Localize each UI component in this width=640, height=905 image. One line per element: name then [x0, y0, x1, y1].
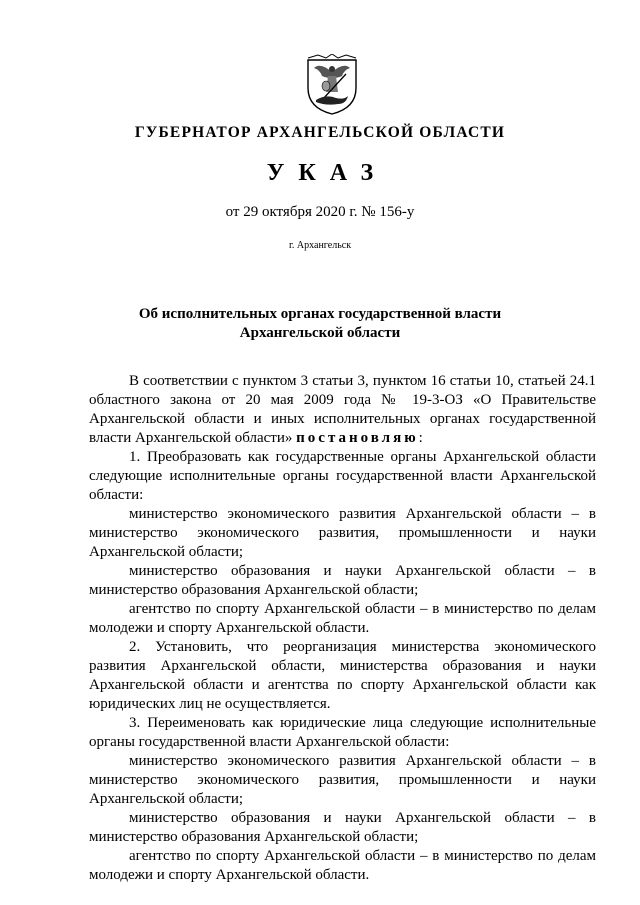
- city: г. Архангельск: [288, 240, 352, 251]
- decree-colon: :: [418, 430, 423, 446]
- paragraph-3-item-b: министерство образования и науки Архангельской области – в министерство образования Архангельской области;: [89, 810, 596, 845]
- coat-of-arms-icon: [302, 54, 362, 116]
- preamble-text: В соответствии с пунктом 3 статьи 3, пунктом 16 статьи 10, статьей 24.1 областного закона от 20 мая 2009 года № 19-3-ОЗ «О Правительстве Архангельской области и иных исполнительных органах государственной власти Архангельской области»: [89, 373, 596, 446]
- paragraph-3: 3. Переименовать как юридические лица следующие исполнительные органы государственной власти Архангельской области:: [89, 715, 596, 750]
- paragraph-3-item-c: агентство по спорту Архангельской области – в министерство по делам молодежи и спорту Архангельской области.: [89, 848, 596, 883]
- title-line-1: Об исполнительных органах государственной власти: [138, 306, 502, 322]
- document-body: [89, 372, 596, 885]
- date-and-number: от 29 октября 2020 г. № 156-у: [225, 204, 415, 220]
- paragraph-1: 1. Преобразовать как государственные органы Архангельской области следующие исполнительные органы государственной власти Архангельской области:: [89, 449, 596, 503]
- issuing-authority: ГУБЕРНАТОР АРХАНГЕЛЬСКОЙ ОБЛАСТИ: [134, 124, 506, 141]
- title-line-2: Архангельской области: [239, 325, 401, 341]
- preamble-paragraph: [89, 372, 596, 448]
- paragraph-1-item-b: министерство образования и науки Архангельской области – в министерство образования Архангельской области;: [89, 563, 596, 598]
- paragraph-1-item-c: агентство по спорту Архангельской области – в министерство по делам молодежи и спорту Архангельской области.: [89, 601, 596, 636]
- paragraph-3-item-a: министерство экономического развития Архангельской области – в министерство экономического развития, промышленности и науки Архангельской области;: [89, 753, 596, 807]
- document-type: УКАЗ: [266, 160, 388, 186]
- document-title: [0, 305, 640, 343]
- decree-word: постановляю: [296, 430, 419, 446]
- paragraph-1-item-a: министерство экономического развития Архангельской области – в министерство экономического развития, промышленности и науки Архангельской области;: [89, 506, 596, 560]
- paragraph-2: 2. Установить, что реорганизация министерства экономического развития Архангельской области, министерства образования и науки Архангельской области и агентства по спорту Архангельской области как юридических лиц не осуществляется.: [89, 639, 596, 712]
